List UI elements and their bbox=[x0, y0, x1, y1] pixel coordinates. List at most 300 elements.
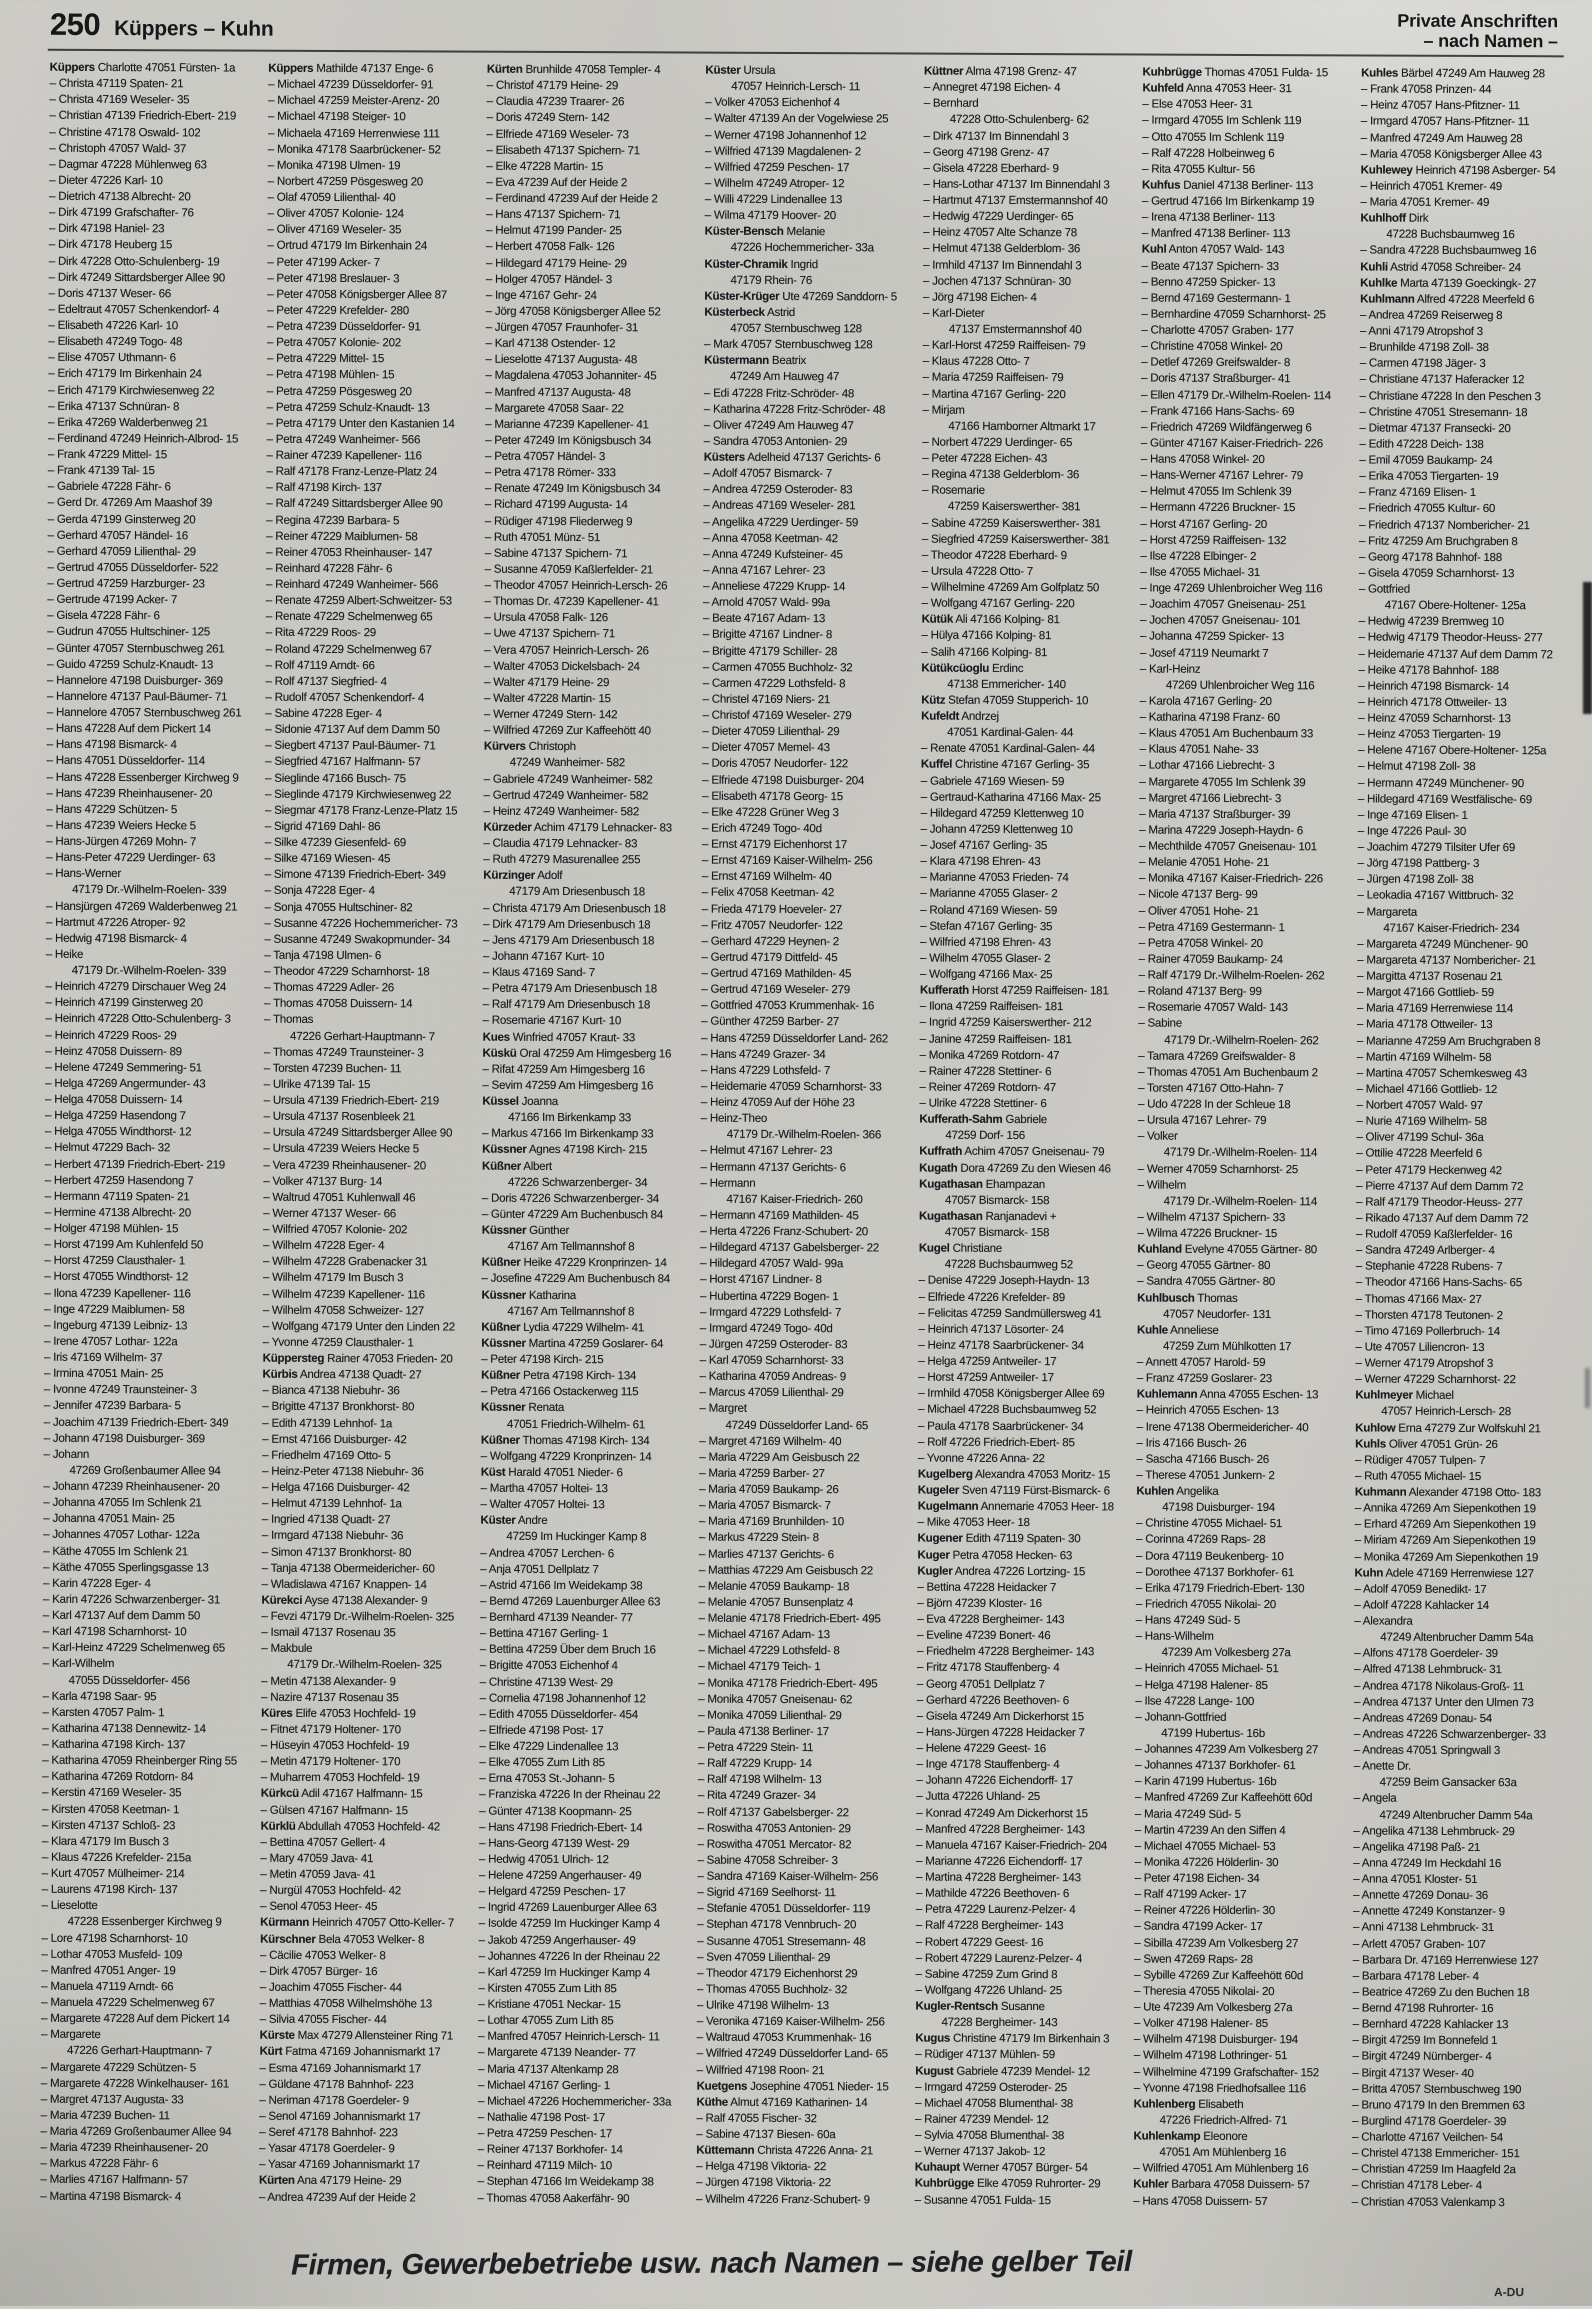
directory-entry: – Thomas 47058 Aakerfähr- 90 bbox=[477, 2191, 630, 2205]
directory-entry: – Wilfried 47198 Ehren- 43 bbox=[920, 935, 1051, 949]
directory-entry: – Käthe 47055 Im Schlenk 21 bbox=[43, 1544, 188, 1558]
surname: Küssel bbox=[482, 1094, 519, 1108]
directory-entry: – Heinz 47058 Duissern- 89 bbox=[45, 1044, 182, 1058]
directory-entry: – Rita 47249 Grazer- 34 bbox=[697, 1788, 816, 1803]
directory-entry: – Barbara Dr. 47169 Herrenwiese 127 bbox=[1352, 1953, 1539, 1967]
directory-entry: – Walter 47179 Heine- 29 bbox=[484, 675, 610, 689]
directory-entry-head: Kugust Gabriele 47239 Mendel- 12 bbox=[915, 2064, 1090, 2078]
directory-entry-continuation: 47057 Bismarck- 158 bbox=[945, 1193, 1050, 1207]
directory-entry: – Silvia 47055 Fischer- 44 bbox=[259, 2012, 387, 2027]
directory-entry: – Britta 47057 Sternbuschweg 190 bbox=[1352, 2082, 1522, 2096]
directory-entry-continuation: 47167 Am Tellmannshof 8 bbox=[507, 1304, 635, 1318]
surname: Küster-Krüger bbox=[704, 289, 780, 303]
directory-entry-continuation: 47199 Hubertus- 16b bbox=[1161, 1726, 1265, 1740]
directory-entry: – Eva 47228 Bergheimer- 143 bbox=[917, 1612, 1065, 1627]
directory-entry-head: Küßner Albert bbox=[482, 1159, 552, 1173]
directory-entry: – Sandra 47053 Antonien- 29 bbox=[703, 434, 848, 449]
directory-entry: – Thomas Dr. 47239 Kapellener- 41 bbox=[484, 594, 659, 609]
surname: Kürkcü bbox=[260, 1787, 300, 1801]
directory-entry: – Beate 47137 Spichern- 33 bbox=[1141, 259, 1279, 273]
directory-entry-head: Küppers Mathilde 47137 Enge- 6 bbox=[268, 61, 434, 76]
directory-entry: – Wolfgang 47226 Uhland- 25 bbox=[915, 1983, 1062, 1998]
directory-entry: – Helga 47055 Windthorst- 12 bbox=[45, 1124, 192, 1139]
directory-entry: – Ulrike 47228 Stettiner- 6 bbox=[919, 1096, 1047, 1111]
directory-entry: – Gertrud 47249 Wanheimer- 582 bbox=[483, 788, 649, 802]
directory-entry: – Margitta 47137 Rosenau 21 bbox=[1357, 969, 1503, 984]
directory-entry: – Gottfried bbox=[1358, 582, 1410, 596]
directory-entry: – Vera 47239 Rheinhausener- 20 bbox=[263, 1158, 426, 1172]
surname: Kütük bbox=[921, 612, 954, 626]
directory-entry: – Elisabeth 47137 Spichern- 71 bbox=[486, 143, 640, 157]
directory-entry: – Volker bbox=[1137, 1129, 1178, 1143]
footer-text: Firmen, Gewerbebetriebe usw. nach Namen – siehe gelber Teil bbox=[290, 2245, 1132, 2282]
directory-entry: – Heike bbox=[45, 947, 84, 961]
directory-entry: – Johannes 47137 Borkhofer- 61 bbox=[1135, 1758, 1296, 1773]
directory-entry: – Klara 47198 Ehren- 43 bbox=[920, 854, 1041, 869]
directory-entry: – Wilfried 47259 Peschen- 17 bbox=[704, 160, 850, 174]
directory-entry: – Lothar 47053 Musfeld- 109 bbox=[41, 1947, 183, 1961]
directory-entry: – Hermann bbox=[700, 1176, 756, 1190]
directory-entry: – Helga 47259 Antweiler- 17 bbox=[918, 1354, 1057, 1369]
directory-entry: – Corinna 47269 Raps- 28 bbox=[1136, 1532, 1266, 1547]
directory-entry: – Richard 47199 Augusta- 14 bbox=[484, 498, 628, 512]
directory-entry: – Bettina 47167 Gerling- 1 bbox=[479, 1626, 609, 1641]
directory-entry: – Wilma 47179 Hoover- 20 bbox=[704, 208, 836, 223]
directory-entry: – Reiner 47226 Hölderlin- 30 bbox=[1134, 1903, 1275, 1918]
directory-entry: – Wilhelm 47179 Im Busch 3 bbox=[262, 1271, 404, 1285]
directory-entry: – Christoph 47057 Wald- 37 bbox=[49, 141, 187, 155]
directory-entry: – Elke 47228 Martin- 15 bbox=[486, 159, 604, 173]
directory-entry: – Yasar 47169 Johannismarkt 17 bbox=[259, 2157, 420, 2172]
directory-entry: – Melanie 47178 Friedrich-Ebert- 495 bbox=[698, 1611, 881, 1626]
directory-entry: – Ellen 47179 Dr.-Wilhelm-Roelen- 114 bbox=[1141, 388, 1331, 402]
directory-entry-head: Küttner Alma 47198 Grenz- 47 bbox=[923, 64, 1077, 79]
directory-entry: – Anja 47051 Dellplatz 7 bbox=[480, 1562, 599, 1576]
directory-entry: – Elisabeth 47178 Georg- 15 bbox=[702, 789, 843, 803]
directory-entry: – Gülsen 47167 Halfmann- 15 bbox=[260, 1803, 408, 1817]
surname: Kuhbrügge bbox=[1142, 65, 1202, 79]
directory-entry: – Maria 47058 Königsberger Allee 43 bbox=[1360, 147, 1542, 161]
directory-entry: – Ursula 47139 Friedrich-Ebert- 219 bbox=[263, 1093, 439, 1108]
directory-entry: – Mary 47059 Java- 41 bbox=[260, 1851, 374, 1866]
surname: Kuffrath bbox=[919, 1144, 963, 1159]
directory-entry: – Petra 47057 Händel- 3 bbox=[485, 449, 606, 464]
surname: Kufeldt bbox=[921, 709, 960, 723]
directory-entry: – Ilse 47228 Lange- 100 bbox=[1135, 1694, 1255, 1708]
directory-entry: – Thorsten 47178 Teutonen- 2 bbox=[1355, 1308, 1503, 1322]
directory-entry: – Andreas 47226 Schwarzenberger- 33 bbox=[1353, 1727, 1546, 1742]
directory-entry: – Wilhelm 47198 Duisburger- 194 bbox=[1133, 2032, 1299, 2047]
directory-entry: – Frank 47229 Mittel- 15 bbox=[47, 447, 167, 462]
directory-entry: – Helene 47249 Semmering- 51 bbox=[45, 1060, 202, 1075]
surname: Kuhler bbox=[1133, 2177, 1169, 2192]
directory-entry-head: Küßner Petra 47198 Kirch- 134 bbox=[481, 1368, 637, 1383]
directory-entry: – Irmgard 47249 Togo- 40d bbox=[699, 1321, 833, 1335]
surname: Kugelmann bbox=[917, 1499, 979, 1513]
directory-entry-continuation: 47051 Am Mühlenberg 16 bbox=[1159, 2145, 1287, 2160]
directory-entry: – Jürgen 47198 Viktoria- 22 bbox=[696, 2175, 831, 2190]
surname: Kuhaupt bbox=[914, 2160, 960, 2174]
directory-entry: – Hildegard 47057 Wald- 99a bbox=[700, 1256, 844, 1271]
directory-entry: – Oliver 47169 Weseler- 35 bbox=[267, 222, 402, 237]
page-footer bbox=[0, 2245, 1582, 2285]
directory-entry: – Hans 47249 Süd- 5 bbox=[1135, 1613, 1241, 1627]
directory-entry: – Wilfried 47269 Zur Kaffeehött 40 bbox=[483, 723, 651, 738]
directory-entry: – Sabine 47058 Schreiber- 3 bbox=[697, 1853, 838, 1868]
directory-entry: – Hans 47239 Rheinhausener- 20 bbox=[46, 786, 213, 801]
directory-entry: – Volker 47137 Burg- 14 bbox=[263, 1174, 383, 1188]
surname: Küssner bbox=[480, 1401, 526, 1415]
directory-entry-head: Kugathasan Ehampazan bbox=[919, 1177, 1046, 1191]
directory-entry: – Yvonne 47198 Friedhofsallee 116 bbox=[1133, 2081, 1306, 2095]
directory-entry: – Brigitte 47053 Eichenhof 4 bbox=[479, 1659, 618, 1673]
directory-entry: – Hans 47198 Bismarck- 4 bbox=[46, 737, 177, 752]
directory-entry: – Rosemarie 47057 Wald- 143 bbox=[1138, 1000, 1288, 1015]
directory-entry: – Senol 47169 Johannismarkt 17 bbox=[259, 2109, 421, 2124]
directory-entry-continuation: 47228 Bergheimer- 143 bbox=[941, 2015, 1058, 2030]
directory-entry: – Thomas 47166 Max- 27 bbox=[1355, 1291, 1482, 1306]
directory-entry: – Margarete 47055 Im Schlenk 39 bbox=[1139, 775, 1306, 789]
directory-entry: – Rosemarie 47167 Kurt- 10 bbox=[482, 1014, 622, 1028]
directory-entry: – Eva 47239 Auf der Heide 2 bbox=[486, 175, 628, 190]
directory-entry-continuation: 47057 Neudorfer- 131 bbox=[1163, 1307, 1271, 1321]
surname: Kufferath bbox=[919, 983, 970, 997]
directory-entry: – Monika 47057 Gneisenau- 62 bbox=[698, 1692, 853, 1706]
directory-entry: – Michaela 47169 Herrenwiese 111 bbox=[267, 126, 440, 140]
directory-entry: – Erhard 47269 Am Siepenkothen 19 bbox=[1354, 1517, 1536, 1532]
directory-entry-continuation: 47057 Heinrich-Lersch- 11 bbox=[731, 79, 861, 94]
directory-entry: – Elfriede 47169 Weseler- 73 bbox=[486, 127, 629, 141]
directory-entry: – Bianca 47138 Niebuhr- 36 bbox=[262, 1383, 400, 1398]
directory-entry-head: Küster Andre bbox=[480, 1513, 548, 1528]
directory-entry: – Dorothee 47137 Borkhofer- 61 bbox=[1135, 1565, 1294, 1579]
directory-entry-head: Kürste Max 47279 Allensteiner Ring 71 bbox=[259, 2028, 453, 2043]
directory-entry-head: Küst Harald 47051 Nieder- 6 bbox=[480, 1465, 623, 1480]
directory-entry: – Ilse 47055 Michael- 31 bbox=[1140, 565, 1260, 579]
directory-entry: – Anna 47249 Im Heckdahl 16 bbox=[1353, 1856, 1502, 1870]
directory-entry: – Wilhelm 47137 Spichern- 33 bbox=[1137, 1210, 1286, 1225]
directory-entry: – Hans 47228 Auf dem Pickert 14 bbox=[46, 721, 211, 736]
directory-entry-head: Kufferath-Sahm Gabriele bbox=[919, 1112, 1048, 1127]
directory-entry: – Margarete 47229 Schützen- 5 bbox=[40, 2060, 196, 2074]
directory-entry: – Helga 47269 Angermunder- 43 bbox=[45, 1076, 206, 1091]
directory-entry: – Friedrich 47055 Kultur- 60 bbox=[1359, 501, 1496, 516]
directory-entry: – Sibilla 47239 Am Volkesberg 27 bbox=[1134, 1935, 1299, 1950]
directory-entry: – Sigrid 47169 Seelhorst- 11 bbox=[697, 1885, 836, 1900]
directory-entry: – Hedwig 47229 Uerdinger- 65 bbox=[923, 209, 1074, 224]
directory-entry: – Gisela 47228 Fähr- 6 bbox=[47, 608, 160, 623]
directory-entry: – Günter 47229 Am Buchenbusch 84 bbox=[481, 1207, 664, 1222]
directory-entry: – Rolf 47119 Arndt- 66 bbox=[265, 658, 375, 672]
surname: Küthe bbox=[696, 2095, 729, 2109]
directory-entry: – Christa 47169 Weseler- 35 bbox=[49, 92, 190, 107]
directory-entry-continuation: 47179 Dr.-Wilhelm-Roelen- 262 bbox=[1164, 1033, 1319, 1047]
directory-entry: – Gerd Dr. 47269 Am Maashof 39 bbox=[47, 496, 213, 510]
directory-entry-head: Küster-Chramik Ingrid bbox=[704, 257, 818, 271]
directory-entry: – Gisela 47228 Eberhard- 9 bbox=[923, 161, 1059, 175]
directory-entry: – Hans-Werner bbox=[46, 866, 121, 881]
surname: Kuhle bbox=[1137, 1323, 1168, 1337]
directory-entry: – Petra 47259 Peschen- 17 bbox=[477, 2126, 613, 2141]
directory-entry: – Maria 47169 Brunhilden- 10 bbox=[699, 1514, 845, 1529]
directory-entry: – Günter 47167 Kaiser-Friedrich- 226 bbox=[1140, 436, 1323, 451]
directory-entry: – Petra 47229 Laurenz-Pelzer- 4 bbox=[915, 1902, 1076, 1917]
surname: Kuhls bbox=[1355, 1437, 1386, 1451]
surname: Kuhlewey bbox=[1360, 163, 1413, 177]
directory-entry: – Pierre 47137 Auf dem Damm 72 bbox=[1356, 1179, 1524, 1193]
directory-entry: – Ralf 47198 Wilhelm- 13 bbox=[697, 1772, 822, 1787]
directory-entry: – Rifat 47259 Am Himgesberg 16 bbox=[482, 1062, 645, 1077]
directory-entry: – Otto 47055 Im Schlenk 119 bbox=[1142, 130, 1285, 144]
directory-entry: – Helene 47167 Obere-Holtener- 125a bbox=[1358, 743, 1547, 758]
directory-entry: – Margot 47166 Gottlieb- 59 bbox=[1357, 985, 1494, 1000]
directory-entry: – Sabine 47259 Zum Grind 8 bbox=[915, 1967, 1058, 1981]
directory-entry: – Katharina 47198 Franz- 60 bbox=[1139, 710, 1280, 725]
directory-entry: – Theodor 47229 Scharnhorst- 18 bbox=[264, 964, 430, 979]
directory-entry: – Karl-Horst 47259 Raiffeisen- 79 bbox=[922, 338, 1086, 353]
directory-entry-head: Kuhlenberg Elisabeth bbox=[1133, 2097, 1244, 2111]
directory-entry: – Astrid 47166 Im Weidekamp 38 bbox=[480, 1578, 643, 1593]
directory-entry: – Muharrem 47053 Hochfeld- 19 bbox=[260, 1770, 420, 1785]
directory-entry: – Salih 47166 Kolping- 81 bbox=[921, 645, 1048, 659]
directory-entry: – Petra 47057 Kolonie- 202 bbox=[267, 335, 401, 350]
directory-entry-head: Küppers Charlotte 47051 Fürsten- 1a bbox=[49, 60, 236, 75]
surname: Kugler-Rentsch bbox=[915, 1999, 998, 2013]
directory-entry: – Gerhard 47059 Lilienthal- 29 bbox=[47, 544, 196, 559]
directory-entry: – Andrea 47178 Nikolaus-Groß- 11 bbox=[1354, 1678, 1525, 1693]
directory-entry: – Katharina 47059 Rheinberger Ring 55 bbox=[42, 1753, 237, 1768]
directory-entry-continuation: 47239 Am Volkesberg 27a bbox=[1161, 1645, 1291, 1660]
directory-entry: – Rainer 47059 Baukamp- 24 bbox=[1138, 952, 1283, 967]
directory-entry: – Wilhelm 47198 Lothringer- 51 bbox=[1133, 2048, 1288, 2063]
directory-entry: – Siegmar 47178 Franz-Lenze-Platz 15 bbox=[264, 803, 458, 818]
directory-entry-continuation: 47179 Dr.-Wilhelm-Roelen- 339 bbox=[72, 883, 227, 897]
directory-entry: – Michael 47058 Blumenthal- 38 bbox=[915, 2096, 1074, 2110]
directory-entry: – Reiner 47137 Borkhofer- 14 bbox=[477, 2142, 623, 2157]
directory-entry: – Heinz-Theo bbox=[700, 1111, 768, 1126]
directory-entry: – Wilfried 47057 Kolonie- 202 bbox=[263, 1222, 408, 1237]
surname: Küres bbox=[261, 1706, 293, 1720]
directory-entry: – Sabine bbox=[1138, 1016, 1182, 1031]
directory-entry: – Jörg 47198 Eichen- 4 bbox=[922, 290, 1037, 304]
directory-entry-head: Küßner Thomas 47198 Kirch- 134 bbox=[480, 1433, 650, 1447]
directory-entry-head: Küster-Bensch Melanie bbox=[704, 224, 826, 239]
directory-entry: – Margarete bbox=[41, 2027, 101, 2042]
directory-entry: – Ralf 47179 Am Driesenbusch 18 bbox=[482, 997, 651, 1012]
directory-entry: – Dieter 47226 Karl- 10 bbox=[49, 173, 163, 188]
directory-entry: – Edith 47139 Lehnhof- 1a bbox=[262, 1416, 393, 1430]
directory-entry: – Irmgard 47057 Hans-Pfitzner- 11 bbox=[1360, 114, 1530, 129]
directory-entry: – Maria 47057 Bismarck- 7 bbox=[699, 1498, 831, 1513]
surname: Kugel bbox=[918, 1241, 950, 1255]
directory-entry: – Olaf 47059 Lilienthal- 40 bbox=[267, 190, 396, 205]
directory-entry: – Mirjam bbox=[922, 403, 965, 417]
directory-entry: – Walter 47228 Martin- 15 bbox=[484, 691, 611, 706]
directory-column-2 bbox=[259, 61, 475, 2207]
surname: Kuhn bbox=[1354, 1566, 1384, 1580]
directory-entry: – Joachim 47279 Tilsiter Ufer 69 bbox=[1357, 840, 1516, 855]
directory-entry-continuation: 47226 Gerhart-Hauptmann- 7 bbox=[290, 1029, 435, 1043]
directory-entry: – Petra 47229 Mittel- 15 bbox=[266, 351, 385, 366]
directory-entry: – Adolf 47057 Bismarck- 7 bbox=[703, 466, 833, 481]
directory-entry: – Nurgül 47053 Hochfeld- 42 bbox=[260, 1883, 402, 1898]
directory-entry: – Fritz 47057 Neudorfer- 122 bbox=[701, 918, 843, 932]
directory-entry: – Irmhild 47058 Königsberger Allee 69 bbox=[918, 1386, 1105, 1401]
directory-entry-continuation: 47249 Am Hauweg 47 bbox=[730, 370, 840, 384]
surname: Kugler bbox=[917, 1564, 953, 1578]
directory-entry: – Michael 47198 Steiger- 10 bbox=[268, 110, 406, 124]
directory-entry: – Anna 47058 Keetman- 42 bbox=[703, 531, 838, 545]
directory-entry: – Wladislawa 47167 Knappen- 14 bbox=[261, 1577, 427, 1592]
directory-entry: – Reinhard 47249 Wanheimer- 566 bbox=[265, 577, 439, 592]
directory-entry: – Margarete 47228 Winkelhauser- 161 bbox=[40, 2076, 229, 2091]
directory-entry: – Dietrich 47138 Albrecht- 20 bbox=[49, 189, 191, 204]
directory-entry: – Dirk 47198 Haniel- 23 bbox=[48, 221, 165, 236]
directory-entry: – Ingried 47138 Quadt- 27 bbox=[261, 1512, 391, 1527]
directory-entry: – Holger 47057 Händel- 3 bbox=[485, 272, 613, 286]
directory-entry: – Ernst 47179 Eichenhorst 17 bbox=[701, 837, 847, 852]
directory-entry: – Andrea 47057 Lerchen- 6 bbox=[480, 1546, 614, 1560]
directory-entry-head: Kuhlenkamp Eleonore bbox=[1133, 2129, 1248, 2143]
directory-entry-head: Kues Winfried 47057 Kraut- 33 bbox=[482, 1030, 636, 1044]
directory-entry: – Carmen 47198 Jäger- 3 bbox=[1359, 356, 1486, 371]
directory-entry: – Friedhelm 47228 Bergheimer- 143 bbox=[917, 1644, 1095, 1659]
directory-entry: – Rainer 47239 Mendel- 12 bbox=[915, 2112, 1049, 2126]
directory-entry: – Hartmut 47226 Atroper- 92 bbox=[45, 915, 186, 929]
directory-entry: – Hannelore 47198 Duisburger- 369 bbox=[46, 673, 223, 688]
directory-entry: – Hans-Peter 47229 Uerdinger- 63 bbox=[46, 850, 216, 865]
directory-entry: – Ralf 47228 Holbeinweg 6 bbox=[1142, 146, 1275, 160]
surname: Kuhlenberg bbox=[1133, 2097, 1196, 2111]
directory-entry: – Petra 47259 Pösgesweg 20 bbox=[266, 384, 412, 398]
directory-entry: – Ottilie 47228 Meerfeld 6 bbox=[1356, 1146, 1482, 1161]
directory-entry: – Peter 47229 Krefelder- 280 bbox=[267, 303, 409, 318]
directory-entry: – Guido 47259 Schulz-Knaudt- 13 bbox=[47, 657, 214, 672]
directory-entry: – Yvonne 47259 Clausthaler- 1 bbox=[262, 1335, 414, 1350]
surname: Küster-Chramik bbox=[704, 257, 788, 271]
directory-entry: – Neriman 47178 Goerdeler- 9 bbox=[259, 2093, 409, 2108]
directory-entry: – Siegfried 47259 Kaiserswerther- 381 bbox=[921, 532, 1110, 546]
directory-entry-continuation: 47259 Dorf- 156 bbox=[945, 1128, 1025, 1143]
directory-entry-head: Kuhfeld Anna 47053 Heer- 31 bbox=[1142, 81, 1292, 96]
directory-entry: – Martina 47167 Gerling- 220 bbox=[922, 387, 1066, 401]
directory-entry: – Yasar 47178 Goerdeler- 9 bbox=[259, 2141, 395, 2156]
directory-entry: – Anna 47167 Lehrer- 23 bbox=[703, 563, 826, 578]
directory-entry-head: Kürt Fatma 47169 Johannismarkt 17 bbox=[259, 2045, 441, 2059]
directory-entry: – Thomas 47249 Traunsteiner- 3 bbox=[263, 1045, 424, 1060]
directory-entry: – Heinz-Peter 47138 Niebuhr- 36 bbox=[262, 1464, 424, 1479]
directory-entry: – Peter 47198 Breslauer- 3 bbox=[267, 271, 400, 285]
directory-entry: – Gertrud 47055 Düsseldorfer- 522 bbox=[47, 560, 219, 575]
directory-entry: – Hildegard 47137 Gabelsberger- 22 bbox=[700, 1240, 879, 1255]
directory-entry: – Manfred 47137 Augusta- 48 bbox=[485, 385, 631, 399]
directory-entry: – Rosemarie bbox=[922, 483, 985, 498]
directory-entry: – Charlotte 47057 Graben- 177 bbox=[1141, 323, 1294, 338]
directory-entry: – Petra 47058 Winkel- 20 bbox=[1138, 936, 1263, 950]
directory-entry: – Herbert 47259 Hasendong 7 bbox=[44, 1173, 194, 1188]
directory-entry-continuation: 47228 Otto-Schulenberg- 62 bbox=[949, 113, 1089, 127]
directory-entry: – Hermann 47226 Bruckner- 15 bbox=[1140, 500, 1296, 515]
directory-entry: – Bernd 47198 Ruhrorter- 16 bbox=[1352, 2001, 1494, 2016]
directory-entry: – Melanie 47057 Bunsenplatz 4 bbox=[698, 1595, 854, 1610]
directory-entry: – Peter 47228 Eichen- 43 bbox=[922, 451, 1048, 466]
directory-entry: – Christa 47119 Spaten- 21 bbox=[49, 76, 184, 91]
directory-entry: – Susanne 47051 Stresemann- 48 bbox=[697, 1934, 866, 1948]
directory-entry: – Petra 47229 Stein- 11 bbox=[698, 1740, 814, 1755]
surname: Kuger bbox=[917, 1548, 950, 1562]
directory-entry: – Wilhelm 47239 Kapellener- 116 bbox=[262, 1287, 425, 1301]
directory-entry-head: Küsterbeck Astrid bbox=[704, 305, 795, 319]
directory-entry-continuation: 47179 Dr.-Wilhelm-Roelen- 366 bbox=[726, 1127, 882, 1142]
directory-entry-continuation: 47179 Dr.-Wilhelm-Roelen- 325 bbox=[287, 1658, 442, 1672]
directory-entry: – Michael 47167 Gerling- 1 bbox=[478, 2078, 611, 2092]
directory-entry: – Hans 47058 Winkel- 20 bbox=[1140, 452, 1265, 467]
directory-entry: – Margarete 47058 Saar- 22 bbox=[485, 401, 624, 415]
directory-entry: – Iris 47166 Busch- 26 bbox=[1136, 1436, 1247, 1450]
directory-entry: – Ursula 47249 Sittardsberger Allee 90 bbox=[263, 1125, 453, 1140]
directory-entry: – Wilhelm 47228 Grabenacker 31 bbox=[263, 1254, 428, 1269]
directory-entry: – Michael 47055 Michael- 53 bbox=[1134, 1839, 1276, 1853]
directory-entry: – Ingrid 47269 Lauenburger Allee 63 bbox=[478, 1900, 657, 1915]
directory-entry: – Hans-Lothar 47137 Im Binnendahl 3 bbox=[923, 177, 1110, 192]
surname: Kugener bbox=[917, 1531, 963, 1546]
directory-entry-head: Kugelberg Alexandra 47053 Moritz- 15 bbox=[917, 1467, 1111, 1482]
directory-entry: – Hans-Wilhelm bbox=[1135, 1629, 1214, 1643]
directory-entry: – Ralf 47229 Krupp- 14 bbox=[697, 1756, 812, 1771]
directory-entry: – Mechthilde 47057 Gneisenau- 101 bbox=[1139, 839, 1317, 854]
directory-entry: – Herbert 47139 Friedrich-Ebert- 219 bbox=[44, 1157, 225, 1172]
directory-entry-head: Küssner Agnes 47198 Kirch- 215 bbox=[482, 1143, 648, 1157]
directory-entry: – Doris 47249 Stern- 142 bbox=[486, 111, 610, 125]
directory-entry: – Jennifer 47239 Barbara- 5 bbox=[43, 1399, 181, 1413]
directory-entry: – Heinrich 47199 Ginsterweg 20 bbox=[45, 995, 203, 1010]
directory-entry: – Metin 47179 Holtener- 170 bbox=[260, 1754, 401, 1769]
directory-entry: – Heinz 47059 Auf der Höhe 23 bbox=[700, 1095, 855, 1110]
directory-entry-head: Kugelmann Annemarie 47053 Heer- 18 bbox=[917, 1499, 1114, 1514]
directory-entry: – Rita 47229 Roos- 29 bbox=[265, 626, 376, 640]
surname: Kugust bbox=[915, 2064, 954, 2078]
directory-entry-head: Kugler Andrea 47226 Lortzing- 15 bbox=[917, 1564, 1086, 1578]
surname: Küst bbox=[480, 1465, 506, 1479]
directory-entry: – Ursula 47228 Otto- 7 bbox=[921, 564, 1033, 578]
directory-entry: – Jürgen 47259 Osteroder- 83 bbox=[699, 1337, 848, 1352]
surname: Küppersteg bbox=[262, 1351, 325, 1365]
directory-entry: – Uwe 47137 Spichern- 71 bbox=[484, 627, 615, 641]
directory-entry: – Hermann 47169 Mathilden- 45 bbox=[700, 1208, 859, 1223]
directory-entry: – Heinrich 47229 Roos- 29 bbox=[45, 1028, 177, 1042]
directory-entry: – Roland 47137 Berg- 99 bbox=[1138, 984, 1262, 999]
directory-entry: – Günter 47138 Koopmann- 25 bbox=[479, 1804, 632, 1818]
directory-entry: – Helga 47198 Viktoria- 22 bbox=[696, 2159, 827, 2174]
directory-entry-head: Küssner Katharina bbox=[481, 1288, 577, 1302]
directory-entry: – Wilhelm bbox=[1137, 1178, 1187, 1192]
directory-entry-head: Kürekci Ayse 47138 Alexander- 9 bbox=[261, 1593, 428, 1608]
directory-entry: – Jochen 47057 Gneisenau- 101 bbox=[1140, 613, 1301, 628]
directory-entry: – Frieda 47179 Hoeveler- 27 bbox=[701, 902, 842, 916]
directory-entry: – Ernst 47169 Kaiser-Wilhelm- 256 bbox=[701, 853, 873, 868]
directory-entry: – Tanja 47138 Obermeidericher- 60 bbox=[261, 1561, 435, 1576]
directory-entry: – Claudia 47239 Traarer- 26 bbox=[486, 94, 625, 109]
directory-entry: – Konrad 47249 Am Dickerhorst 15 bbox=[916, 1806, 1088, 1820]
directory-entry: – Jörg 47058 Königsberger Allee 52 bbox=[485, 304, 661, 319]
directory-entry: – Hans 47239 Weiers Hecke 5 bbox=[46, 818, 196, 833]
directory-entry: – Erich 47179 Im Birkenhain 24 bbox=[48, 367, 202, 381]
directory-entry: – Michael 47167 Adam- 13 bbox=[698, 1627, 830, 1642]
directory-entry: – Margarete 47228 Auf dem Pickert 14 bbox=[41, 2011, 230, 2026]
surname: Kuhlmann bbox=[1360, 292, 1415, 306]
directory-entry: – Ruth 47051 Münz- 51 bbox=[484, 530, 601, 544]
directory-entry: – Heike 47178 Bahnhof- 188 bbox=[1358, 663, 1499, 677]
